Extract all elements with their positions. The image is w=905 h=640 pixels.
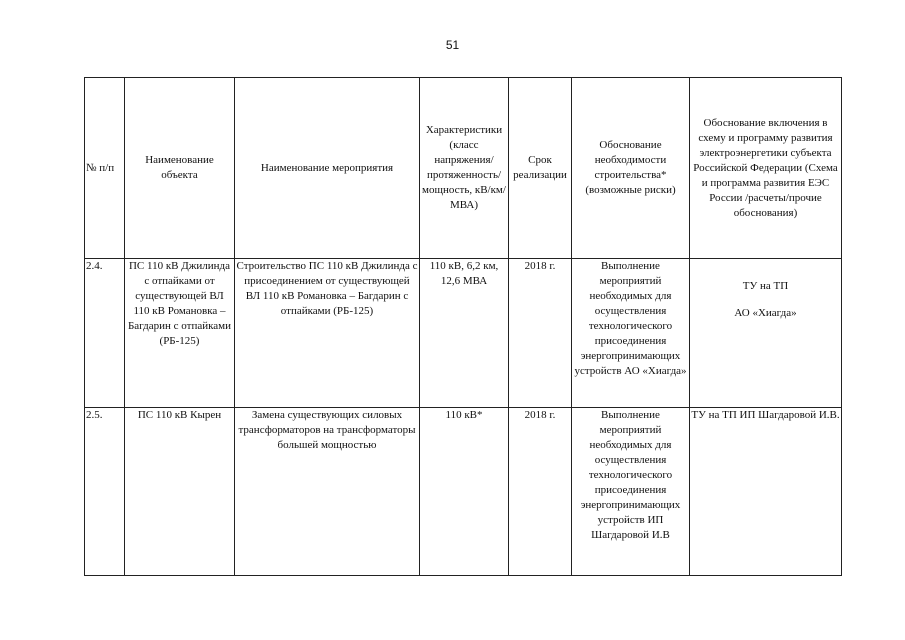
row-specs: 110 кВ*: [420, 408, 509, 576]
header-term: Срок реализации: [509, 78, 572, 259]
row-object: ПС 110 кВ Кырен: [125, 408, 235, 576]
row-term: 2018 г.: [509, 408, 572, 576]
row-basis: ТУ на ТП ИП Шагдаровой И.В.: [690, 408, 842, 576]
row-term: 2018 г.: [509, 259, 572, 408]
row-object: ПС 110 кВ Джилинда с отпайками от существующей ВЛ 110 кВ Романовка – Багдарин с отпайками (РБ-125): [125, 259, 235, 408]
row-basis-line1: ТУ на ТП: [742, 280, 789, 292]
row-necessity: Выполнение мероприятий необходимых для осуществления технологического присоединения энергопринимающих устройств АО «Хиагда»: [572, 259, 690, 408]
table-row: [85, 408, 842, 576]
row-num: 2.5.: [85, 408, 125, 576]
row-basis-line2: АО «Хиагда»: [734, 307, 797, 319]
header-necessity: Обоснование необходимости строительства* (возможные риски): [572, 78, 690, 259]
page-number: 51: [445, 38, 460, 52]
row-measure: Строительство ПС 110 кВ Джилинда с присоединением от существующей ВЛ 110 кВ Романовка – Багдарин с отпайками (РБ-125): [235, 259, 420, 408]
row-basis: [690, 259, 842, 408]
table-row: [85, 259, 842, 408]
header-num: № п/п: [85, 78, 125, 259]
investment-table: [84, 77, 842, 576]
table-header-row: [85, 78, 842, 259]
row-specs: 110 кВ, 6,2 км, 12,6 МВА: [420, 259, 509, 408]
row-num: 2.4.: [85, 259, 125, 408]
header-object: Наименование объекта: [125, 78, 235, 259]
header-specs: Характеристики (класс напряжения/ протяженность/ мощность, кВ/км/МВА): [420, 78, 509, 259]
header-basis: Обоснование включения в схему и программу развития электроэнергетики субъекта Российской Федерации (Схема и программа развития ЕЭС России /расчеты/прочие обоснования): [690, 78, 842, 259]
header-measure: Наименование мероприятия: [235, 78, 420, 259]
row-measure: Замена существующих силовых трансформаторов на трансформаторы большей мощностью: [235, 408, 420, 576]
row-necessity: Выполнение мероприятий необходимых для осуществления технологического присоединения энергопринимающих устройств ИП Шагдаровой И.В: [572, 408, 690, 576]
